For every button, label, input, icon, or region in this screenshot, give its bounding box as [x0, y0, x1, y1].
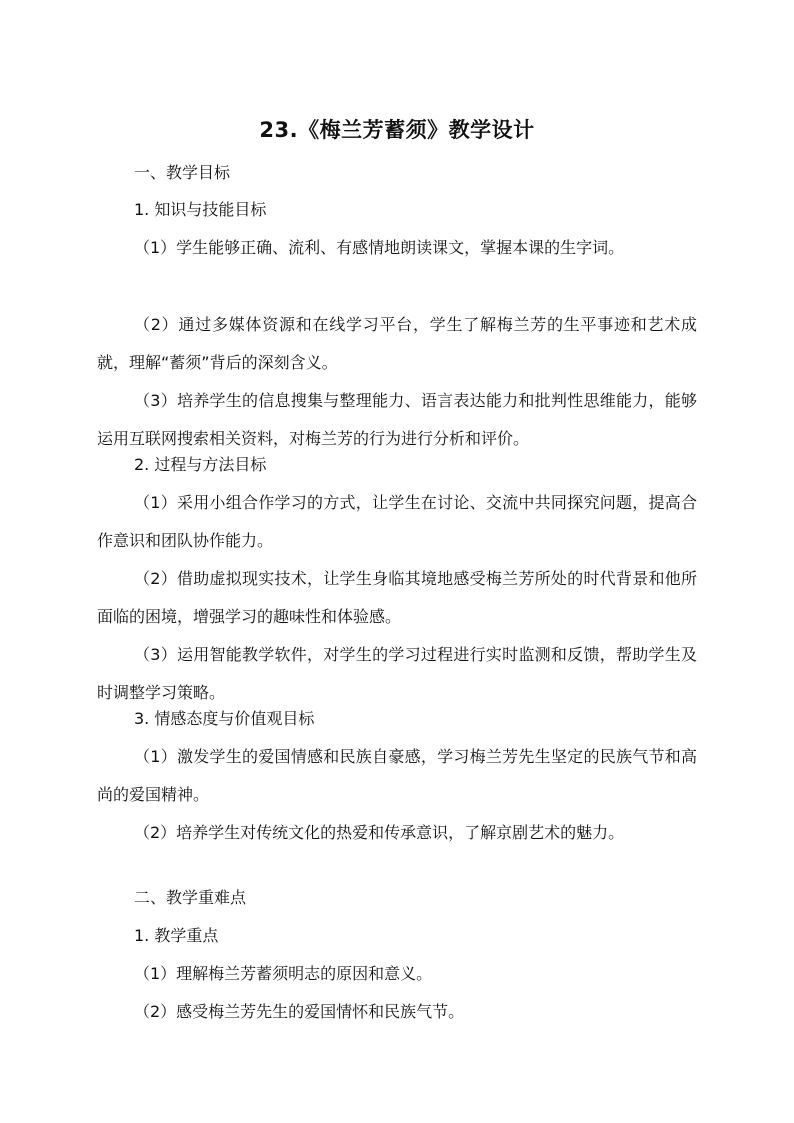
- paragraph-focus-1: （1）理解梅兰芳蓄须明志的原因和意义。: [134, 964, 433, 983]
- paragraph-emotion-1: （1）激发学生的爱国情感和民族自豪感，学习梅兰芳先生坚定的民族气节和高尚的爱国精神。: [97, 747, 697, 804]
- subheading-knowledge-skills: 1. 知识与技能目标: [134, 200, 267, 219]
- subheading-process-methods: 2. 过程与方法目标: [134, 455, 267, 474]
- subheading-teaching-focus: 1. 教学重点: [134, 926, 219, 945]
- paragraph-emotion-2: （2）培养学生对传统文化的热爱和传承意识，了解京剧艺术的魅力。: [134, 823, 625, 842]
- section-heading-key-difficult-points: 二、教学重难点: [134, 888, 247, 907]
- document-title: 23.《梅兰芳蓄须》教学设计: [259, 118, 535, 142]
- paragraph-process-1: （1）采用小组合作学习的方式，让学生在讨论、交流中共同探究问题，提高合作意识和团队协作能力。: [97, 493, 697, 550]
- subheading-emotion-values: 3. 情感态度与价值观目标: [134, 709, 315, 728]
- paragraph-focus-2: （2）感受梅兰芳先生的爱国情怀和民族气节。: [134, 1002, 465, 1021]
- paragraph-knowledge-2: （2）通过多媒体资源和在线学习平台，学生了解梅兰芳的生平事迹和艺术成就，理解“蓄须”背后的深刻含义。: [97, 315, 697, 372]
- section-heading-objectives: 一、教学目标: [134, 163, 231, 182]
- paragraph-knowledge-1: （1）学生能够正确、流利、有感情地朗读课文，掌握本课的生字词。: [134, 238, 625, 257]
- paragraph-process-2: （2）借助虚拟现实技术，让学生身临其境地感受梅兰芳所处的时代背景和他所面临的困境，增强学习的趣味性和体验感。: [97, 569, 697, 626]
- paragraph-knowledge-3: （3）培养学生的信息搜集与整理能力、语言表达能力和批判性思维能力，能够运用互联网搜索相关资料，对梅兰芳的行为进行分析和评价。: [97, 391, 697, 448]
- paragraph-process-3: （3）运用智能教学软件，对学生的学习过程进行实时监测和反馈，帮助学生及时调整学习策略。: [97, 645, 697, 702]
